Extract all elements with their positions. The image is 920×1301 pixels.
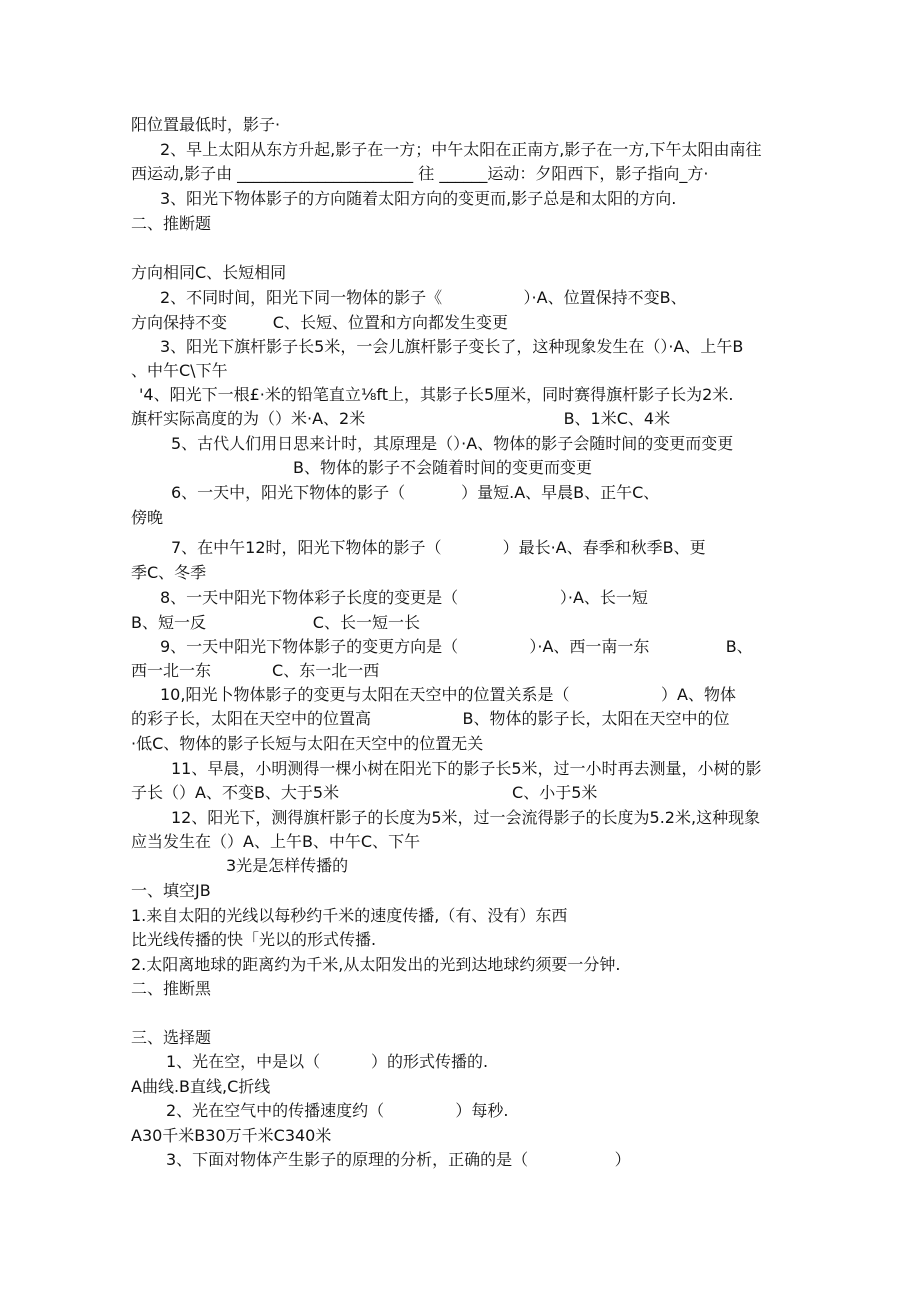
text-line: 2.太阳离地球的距离约为千米,从太阳发出的光到达地球约须要一分钟. <box>131 955 621 974</box>
text-line: 旗杆实际高度的为（）米·A、2米 B、1米C、4米 <box>131 409 671 428</box>
text-line: 3、阳光下物体影子的方向随着太阳方向的变更而,影子总是和太阳的方向. <box>160 189 677 208</box>
text-line: 2、早上太阳从东方升起,影子在一方；中午太阳在正南方,影子在一方,下午太阳由南往 <box>160 140 762 159</box>
lesson-title: 3光是怎样传播的 <box>226 856 349 875</box>
text-line: 方向保持不变 C、长短、位置和方向都发生变更 <box>131 313 508 332</box>
section-heading: 三、选择题 <box>131 1028 212 1047</box>
question-9: 9、一天中阳光下物体影子的变更方向是（ ）·A、西一南一东 B、 <box>160 637 753 656</box>
question-1: 1、光在空，中是以（ ）的形式传播的. <box>166 1052 489 1071</box>
question-6: 6、一天中，阳光下物体的影子（ ）量短.A、早晨B、正午C、 <box>171 483 660 502</box>
question-4: '4、阳光下一根£·米的铅笔直立⅛ft上，其影子长5厘米，同时赛得旗杆影子长为2米. <box>139 385 734 404</box>
question-12: 12、阳光下，测得旗杆影子的长度为5米，过一会流得影子的长度为5.2米,这种现象 <box>171 808 761 827</box>
question-7: 7、在中午12时，阳光下物体的影子（ ）最长·A、春季和秋季B、更 <box>171 538 706 557</box>
text-line: 西运动,影子由 ______________________ 往 ______运动：夕阳西下，影子指向_方· <box>131 164 709 183</box>
section-heading: 二、推断黑 <box>131 979 212 998</box>
question-3: 3、阳光下旗杆影子长5米，一会儿旗杆影子变长了，这种现象发生在（）·A、上午B <box>160 337 744 356</box>
question-8: 8、一天中阳光下物体彩子长度的变更是（ ）·A、长一短 <box>160 588 648 607</box>
text-line: 的彩子长，太阳在天空中的位置高 B、物体的影子长，太阳在天空中的位 <box>131 709 730 728</box>
question-3: 3、下面对物体产生影子的原理的分析，正确的是（ ） <box>166 1150 631 1169</box>
text-line: 比光线传播的快「光以的形式传播. <box>131 930 377 949</box>
text-line: 子长（）A、不变B、大于5米 C、小于5米 <box>131 783 598 802</box>
text-line: A30千米B30万千米C340米 <box>131 1126 332 1145</box>
question-5: 5、古代人们用日思来计时，其原理是（）·A、物体的影子会随时间的变更而变更 <box>171 434 734 453</box>
question-2: 2、不同时间，阳光下同一物体的影子《 ）·A、位置保持不变B、 <box>160 288 687 307</box>
text-line: 傍晚 <box>131 508 164 527</box>
text-line: 、中午C\下午 <box>131 361 228 380</box>
text-line: B、物体的影子不会随着时间的变更而变更 <box>293 458 592 477</box>
text-line: 应当发生在（）A、上午B、中午C、下午 <box>131 832 421 851</box>
text-line: 方向相同C、长短相同 <box>131 263 287 282</box>
text-line: 西一北一东 C、东一北一西 <box>131 661 380 680</box>
question-10: 10,阳光卜物体影子的变更与太阳在天空中的位置关系是（ ）A、物体 <box>160 685 736 704</box>
text-line: A曲线.B直线,C折线 <box>131 1077 271 1096</box>
section-heading: 二、推断题 <box>131 214 212 233</box>
text-line: 季C、冬季 <box>131 563 207 582</box>
text-line: 1.来自太阳的光线以每秒约千米的速度传播,（有、没有）东西 <box>131 906 568 925</box>
section-heading: 一、填空JB <box>131 881 211 900</box>
text-line: ·低C、物体的影子长短与太阳在天空中的位置无关 <box>131 734 484 753</box>
text-line: 阳位置最低时，影子· <box>131 115 281 134</box>
question-2: 2、光在空气中的传播速度约（ ）每秒. <box>166 1101 509 1120</box>
text-line: B、短一反 C、长一短一长 <box>131 613 420 632</box>
question-11: 11、早晨，小明测得一棵小树在阳光下的影子长5米，过一小时再去测量，小树的影 <box>171 759 762 778</box>
